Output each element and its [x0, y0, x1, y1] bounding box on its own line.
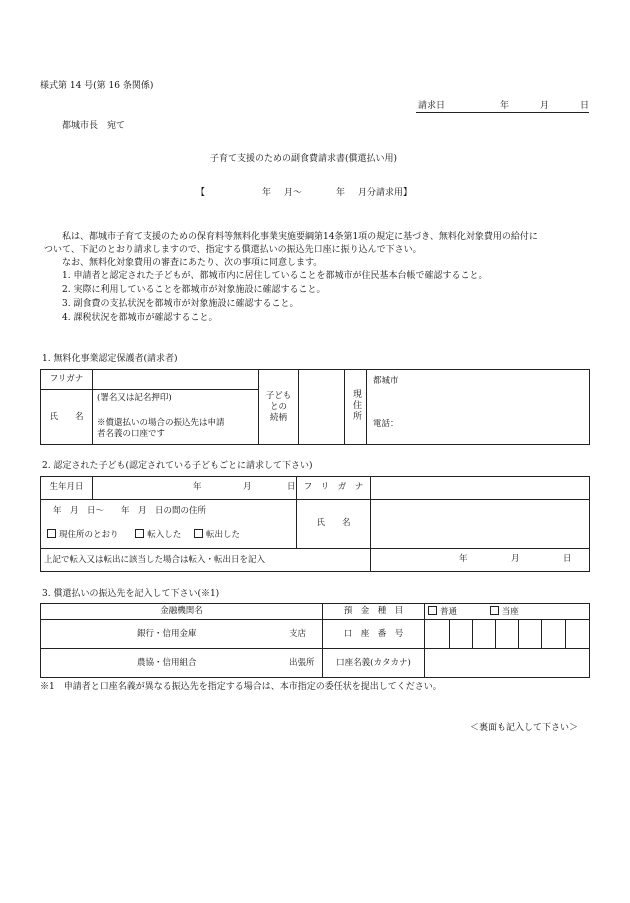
bank-header: 金融機関名 — [41, 604, 323, 620]
account-digit-5[interactable] — [519, 620, 542, 649]
guardian-furigana-field[interactable] — [93, 370, 259, 390]
checkbox-icon — [490, 606, 499, 615]
transfer-month: 月 — [511, 554, 520, 565]
opt-ordinary[interactable]: 普通 — [428, 607, 457, 617]
bank-name-field[interactable] — [41, 620, 323, 649]
refund-note-1: ※償還払いの場合の振込先は申請 — [97, 418, 225, 428]
account-digit-6[interactable] — [542, 620, 566, 649]
request-date-day: 日 — [580, 101, 590, 111]
transfer-date-field[interactable] — [371, 549, 590, 572]
checkbox-icon — [47, 529, 56, 538]
form-number: 様式第 14 号(第 16 条関係) — [40, 81, 154, 91]
section1-heading: 1. 無料化事業認定保護者(請求者) — [42, 354, 178, 364]
dob-label: 生年月日 — [41, 477, 93, 500]
opt-moved-in[interactable]: 転入した — [135, 530, 181, 540]
consent-item-1: 1. 申請者と認定された子どもが、都城市内に居住していることを都城市が住民基本台帳で確認すること。 — [62, 271, 488, 281]
relation-line-2: との — [269, 401, 287, 412]
transfer-day: 日 — [563, 554, 572, 565]
opt-moved-out[interactable]: 転出した — [194, 530, 240, 540]
account-number-label: 口 座 番 号 — [323, 620, 425, 649]
back-note: ＜裏面も記入して下さい＞ — [470, 723, 579, 733]
branch-label: 支店 — [289, 629, 307, 639]
checkbox-icon — [428, 606, 437, 615]
intro-line-1: 私は、都城市子育て支援のための保育料等無料化事業実施要綱第14条第1項の規定に基づき、無料化対象費用の給付に — [62, 232, 538, 242]
section3-heading: 3. 償還払いの振込先を記入して下さい(※1) — [42, 589, 220, 599]
address-city: 都城市 — [373, 376, 399, 386]
addressee: 都城市長 宛て — [62, 121, 126, 131]
request-date-month: 月 — [540, 101, 550, 111]
address-label-cell — [345, 370, 367, 445]
consent-item-4: 4. 課税状況を都城市が確認すること。 — [62, 313, 218, 323]
period-open: 【 — [196, 188, 206, 198]
consent-item-2: 2. 実際に利用していることを都城市が対象施設に確認すること。 — [62, 285, 326, 295]
period-month2: 月分請求用】 — [358, 188, 413, 198]
dob-day: 日 — [287, 482, 296, 492]
agri-bank-field[interactable] — [41, 649, 323, 678]
opt-current-account[interactable]: 当座 — [490, 607, 519, 617]
refund-note-2: 者名義の口座です — [97, 429, 166, 439]
residence-options — [47, 529, 290, 541]
address-label: 現住所 — [351, 388, 361, 422]
bank-type: 銀行・信用金庫 — [137, 629, 197, 639]
period-month1: 月～ — [284, 188, 303, 198]
dob-month: 月 — [243, 482, 252, 492]
guardian-furigana-label: フリガナ — [41, 370, 93, 390]
transfer-note: 上記で転入又は転出に該当した場合は転入・転出日を記入 — [41, 549, 371, 572]
address-phone: 電話： — [373, 419, 399, 429]
guardian-name-label: 氏 名 — [41, 390, 93, 445]
account-name-label: 口座名義(カタカナ) — [323, 649, 425, 678]
dob-year: 年 — [193, 482, 202, 492]
child-furigana-label: フ リ ガ ナ — [297, 477, 371, 500]
account-name-field[interactable] — [425, 649, 590, 678]
child-name-label: 氏 名 — [297, 499, 371, 549]
agri-type: 農協・信用組合 — [137, 658, 197, 668]
account-digit-1[interactable] — [425, 620, 450, 649]
deposit-type-label: 預 金 種 目 — [323, 604, 425, 620]
request-date-label: 請求日 — [418, 101, 446, 111]
request-date-year: 年 — [500, 101, 510, 111]
request-date-underline — [416, 112, 589, 113]
guardian-name-field[interactable] — [93, 390, 259, 445]
checkbox-icon — [135, 529, 144, 538]
account-digit-7[interactable] — [566, 620, 590, 649]
consent-item-3: 3. 副食費の支払状況を都城市が対象施設に確認すること。 — [62, 299, 299, 309]
dob-field[interactable] — [93, 477, 297, 500]
relation-line-1: 子ども — [265, 390, 292, 401]
checkbox-icon — [194, 529, 203, 538]
address-field[interactable] — [367, 370, 590, 445]
account-digit-2[interactable] — [450, 620, 473, 649]
child-name-field[interactable] — [371, 499, 590, 549]
residence-period: 年 月 日～ 年 月 日の間の住所 — [53, 506, 207, 517]
bank-table — [40, 603, 590, 678]
child-table — [40, 476, 590, 572]
page-title: 子育て支援のための副食費請求書(償還払い用) — [210, 154, 398, 164]
transfer-year: 年 — [459, 554, 468, 565]
intro-para-2: なお、無料化対象費用の審査にあたり、次の事項に同意します。 — [62, 258, 323, 268]
child-furigana-field[interactable] — [371, 477, 590, 500]
intro-line-2: ついて、下記のとおり請求しますので、指定する償還払いの振込先口座に振り込んで下さい。 — [44, 245, 422, 255]
opt-current-address[interactable]: 現住所のとおり — [47, 530, 119, 540]
sign-note: (署名又は記名押印) — [97, 393, 172, 403]
footnote: ※1 申請者と口座名義が異なる振込先を指定する場合は、本市指定の委任状を提出してください。 — [40, 682, 442, 692]
residence-cell — [41, 499, 297, 549]
period-year2: 年 — [336, 188, 346, 198]
guardian-table — [40, 369, 590, 445]
account-digit-4[interactable] — [496, 620, 519, 649]
relation-field[interactable] — [299, 370, 345, 445]
period-year1: 年 — [262, 188, 272, 198]
office-label: 出張所 — [289, 658, 315, 668]
deposit-type-field — [425, 604, 590, 620]
relation-line-3: 続柄 — [269, 412, 287, 423]
relation-label — [259, 370, 299, 445]
section2-heading: 2. 認定された子ども(認定されている子どもごとに請求して下さい) — [42, 461, 313, 471]
account-digit-3[interactable] — [473, 620, 496, 649]
